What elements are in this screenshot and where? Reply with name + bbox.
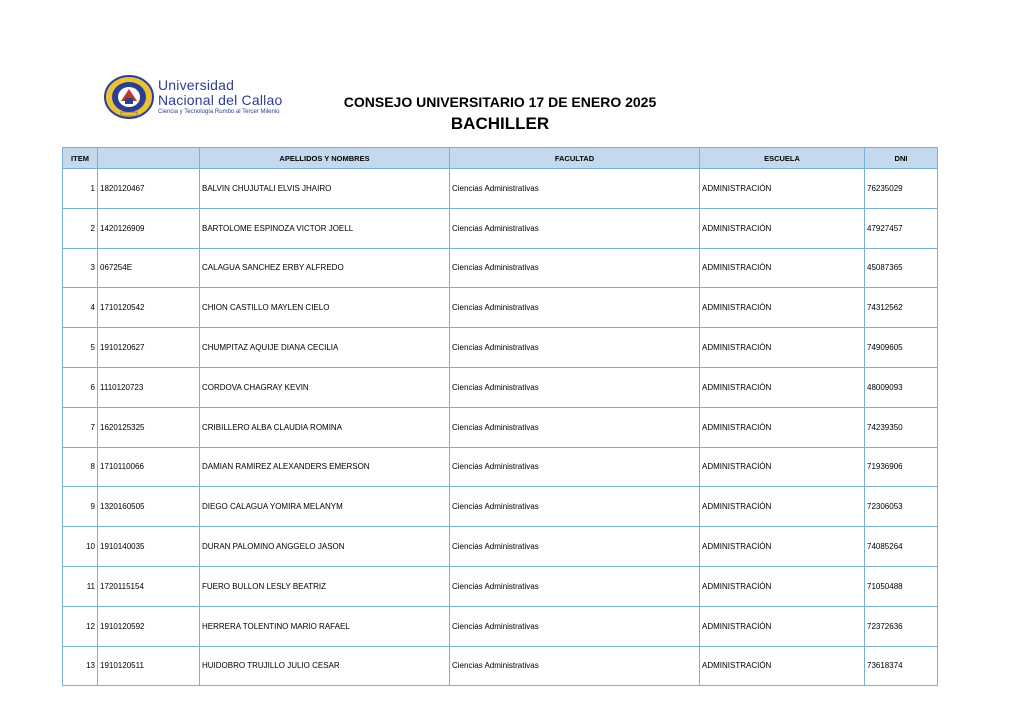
- table-row: [63, 208, 938, 248]
- cell-item: 8: [63, 447, 98, 487]
- cell-name: CHUMPITAZ AQUIJE DIANA CECILIA: [200, 328, 450, 368]
- cell-facultad: Ciencias Administrativas: [450, 646, 700, 686]
- column-header-facultad: FACULTAD: [450, 148, 700, 169]
- cell-name: FUERO BULLON LESLY BEATRIZ: [200, 566, 450, 606]
- cell-name: CALAGUA SANCHEZ ERBY ALFREDO: [200, 248, 450, 288]
- cell-facultad: Ciencias Administrativas: [450, 407, 700, 447]
- cell-item: 3: [63, 248, 98, 288]
- cell-dni: 74909605: [865, 328, 938, 368]
- table-row: [63, 447, 938, 487]
- table-row: [63, 407, 938, 447]
- table-row: [63, 487, 938, 527]
- cell-code: 1910140035: [98, 527, 200, 567]
- cell-escuela: ADMINISTRACIÓN: [700, 646, 865, 686]
- table-row: [63, 527, 938, 567]
- cell-item: 1: [63, 169, 98, 209]
- students-table: [62, 147, 938, 686]
- cell-facultad: Ciencias Administrativas: [450, 566, 700, 606]
- cell-facultad: Ciencias Administrativas: [450, 367, 700, 407]
- cell-code: 1710120542: [98, 288, 200, 328]
- cell-escuela: ADMINISTRACIÓN: [700, 367, 865, 407]
- cell-dni: 72372636: [865, 606, 938, 646]
- column-header-name: APELLIDOS Y NOMBRES: [200, 148, 450, 169]
- table-row: [63, 288, 938, 328]
- cell-escuela: ADMINISTRACIÓN: [700, 169, 865, 209]
- cell-dni: 73618374: [865, 646, 938, 686]
- cell-dni: 76235029: [865, 169, 938, 209]
- cell-facultad: Ciencias Administrativas: [450, 248, 700, 288]
- cell-facultad: Ciencias Administrativas: [450, 487, 700, 527]
- cell-facultad: Ciencias Administrativas: [450, 169, 700, 209]
- table-row: [63, 328, 938, 368]
- cell-escuela: ADMINISTRACIÓN: [700, 288, 865, 328]
- cell-name: BARTOLOME ESPINOZA VICTOR JOELL: [200, 208, 450, 248]
- column-header-dni: DNI: [865, 148, 938, 169]
- cell-code: 1710110066: [98, 447, 200, 487]
- cell-item: 7: [63, 407, 98, 447]
- cell-facultad: Ciencias Administrativas: [450, 447, 700, 487]
- logo-university-label: Universidad: [158, 77, 235, 93]
- cell-name: HUIDOBRO TRUJILLO JULIO CESAR: [200, 646, 450, 686]
- cell-dni: 71936906: [865, 447, 938, 487]
- cell-facultad: Ciencias Administrativas: [450, 328, 700, 368]
- cell-code: 1110120723: [98, 367, 200, 407]
- cell-item: 5: [63, 328, 98, 368]
- cell-escuela: ADMINISTRACIÓN: [700, 248, 865, 288]
- cell-dni: 47927457: [865, 208, 938, 248]
- cell-item: 9: [63, 487, 98, 527]
- cell-item: 13: [63, 646, 98, 686]
- cell-escuela: ADMINISTRACIÓN: [700, 447, 865, 487]
- cell-code: 1420126909: [98, 208, 200, 248]
- cell-code: 1320160505: [98, 487, 200, 527]
- table-header-row: [63, 148, 938, 169]
- cell-code: 1910120627: [98, 328, 200, 368]
- cell-code: 1910120511: [98, 646, 200, 686]
- cell-name: CRIBILLERO ALBA CLAUDIA ROMINA: [200, 407, 450, 447]
- cell-name: CORDOVA CHAGRAY KEVIN: [200, 367, 450, 407]
- cell-escuela: ADMINISTRACIÓN: [700, 527, 865, 567]
- document-title: CONSEJO UNIVERSITARIO 17 DE ENERO 2025: [343, 94, 657, 110]
- table-row: [63, 248, 938, 288]
- cell-escuela: ADMINISTRACIÓN: [700, 487, 865, 527]
- cell-code: 1720115154: [98, 566, 200, 606]
- cell-escuela: ADMINISTRACIÓN: [700, 328, 865, 368]
- cell-facultad: Ciencias Administrativas: [450, 208, 700, 248]
- cell-dni: 74239350: [865, 407, 938, 447]
- cell-dni: 45087365: [865, 248, 938, 288]
- cell-name: CHION CASTILLO MAYLEN CIELO: [200, 288, 450, 328]
- cell-item: 10: [63, 527, 98, 567]
- cell-code: 1620125325: [98, 407, 200, 447]
- cell-code: 1910120592: [98, 606, 200, 646]
- cell-name: HERRERA TOLENTINO MARIO RAFAEL: [200, 606, 450, 646]
- table-row: [63, 367, 938, 407]
- logo-name-label: Nacional del Callao: [158, 92, 283, 108]
- cell-item: 11: [63, 566, 98, 606]
- cell-escuela: ADMINISTRACIÓN: [700, 566, 865, 606]
- cell-name: DAMIAN RAMIREZ ALEXANDERS EMERSON: [200, 447, 450, 487]
- column-header-code: [98, 148, 200, 169]
- cell-facultad: Ciencias Administrativas: [450, 606, 700, 646]
- cell-escuela: ADMINISTRACIÓN: [700, 606, 865, 646]
- cell-code: 067254E: [98, 248, 200, 288]
- column-header-escuela: ESCUELA: [700, 148, 865, 169]
- cell-item: 6: [63, 367, 98, 407]
- document-subtitle: BACHILLER: [450, 114, 550, 133]
- logo-motto: Ciencia y Tecnología Rumbo al Tercer Milenio: [158, 109, 280, 115]
- cell-escuela: ADMINISTRACIÓN: [700, 407, 865, 447]
- cell-facultad: Ciencias Administrativas: [450, 527, 700, 567]
- cell-item: 12: [63, 606, 98, 646]
- cell-name: DIEGO CALAGUA YOMIRA MELANYM: [200, 487, 450, 527]
- cell-dni: 74085264: [865, 527, 938, 567]
- table-row: [63, 646, 938, 686]
- table-row: [63, 606, 938, 646]
- cell-item: 2: [63, 208, 98, 248]
- cell-escuela: ADMINISTRACIÓN: [700, 208, 865, 248]
- cell-facultad: Ciencias Administrativas: [450, 288, 700, 328]
- cell-dni: 72306053: [865, 487, 938, 527]
- cell-item: 4: [63, 288, 98, 328]
- cell-dni: 48009093: [865, 367, 938, 407]
- table-row: [63, 169, 938, 209]
- cell-dni: 71050488: [865, 566, 938, 606]
- column-header-item: ITEM: [63, 148, 98, 169]
- cell-name: BALVIN CHUJUTALI ELVIS JHAIRO: [200, 169, 450, 209]
- cell-dni: 74312562: [865, 288, 938, 328]
- cell-code: 1820120467: [98, 169, 200, 209]
- table-row: [63, 566, 938, 606]
- cell-name: DURAN PALOMINO ANGGELO JASON: [200, 527, 450, 567]
